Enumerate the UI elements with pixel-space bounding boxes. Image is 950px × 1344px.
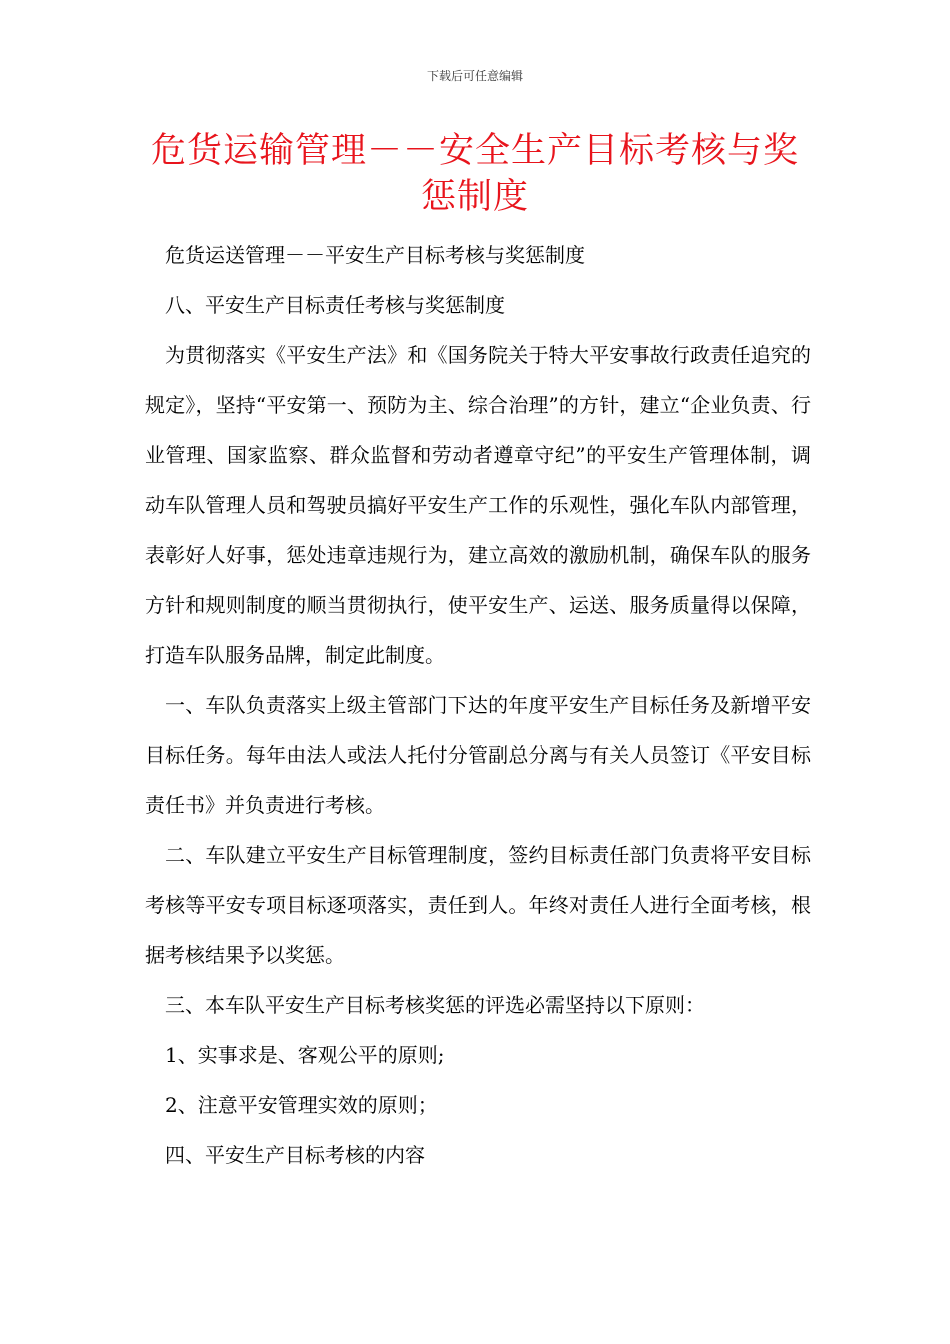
clause-one-paragraph: 一、车队负责落实上级主管部门下达的年度平安生产目标任务及新增平安目标任务。每年由法人或法人托付分管副总分离与有关人员签订《平安目标责任书》并负责进行考核。 [145,693,811,817]
subtitle-paragraph: 危货运送管理－－平安生产目标考核与奖惩制度 [165,243,585,267]
document-body [145,230,811,1180]
principle-two: 2、注意平安管理实效的原则； [165,1093,438,1117]
section-heading: 八、平安生产目标责任考核与奖惩制度 [165,293,505,317]
clause-two-paragraph: 二、车队建立平安生产目标管理制度，签约目标责任部门负责将平安目标考核等平安专项目标逐项落实，责任到人。年终对责任人进行全面考核，根据考核结果予以奖惩。 [145,843,811,967]
document-title: 危货运输管理－－安全生产目标考核与奖惩制度 [150,131,799,217]
intro-paragraph: 为贯彻落实《平安生产法》和《国务院关于特大平安事故行政责任追究的规定》，坚持“平安第一、预防为主、综合治理”的方针，建立“企业负责、行业管理、国家监察、群众监督和劳动者遵章守纪”的平安生产管理体制，调动车队管理人员和驾驶员搞好平安生产工作的乐观性，强化车队内部管理，表彰好人好事，惩处违章违规行为，建立高效的激励机制，确保车队的服务方针和规则制度的顺当贯彻执行，使平安生产、运送、服务质量得以保障，打造车队服务品牌，制定此制度。 [145,343,811,667]
principle-one: 1、实事求是、客观公平的原则; [165,1043,445,1067]
clause-three-paragraph: 三、本车队平安生产目标考核奖惩的评选必需坚持以下原则： [165,993,705,1017]
header-note: 下载后可任意编辑 [426,69,523,83]
clause-four-heading: 四、平安生产目标考核的内容 [165,1143,425,1167]
